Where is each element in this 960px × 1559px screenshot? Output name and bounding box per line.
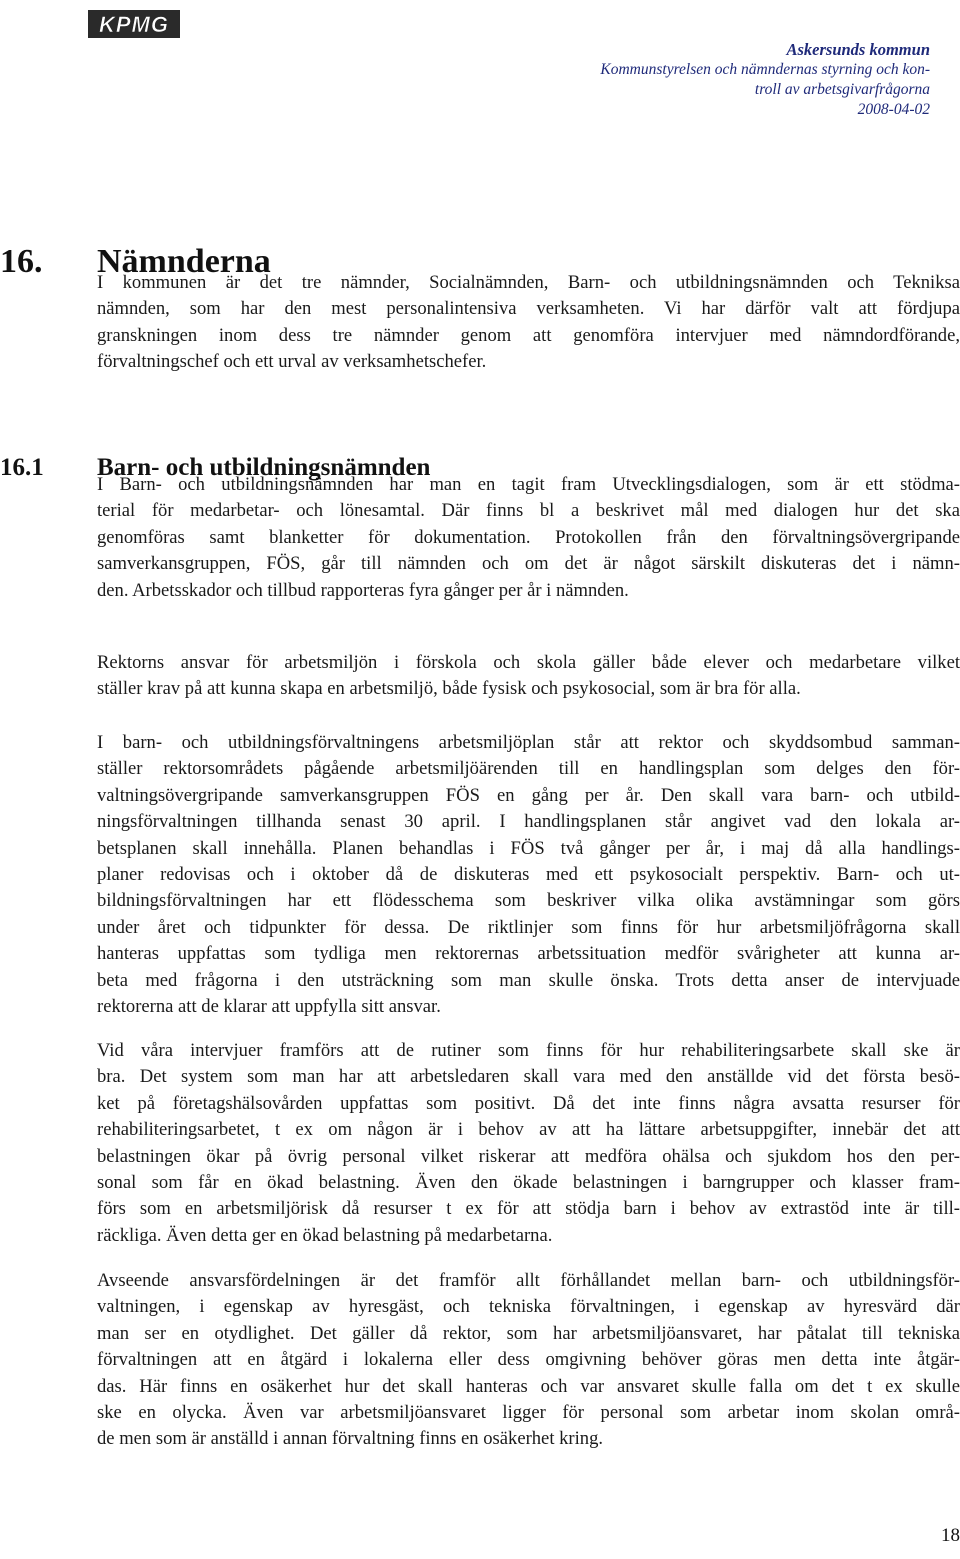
text-line: förs som en arbetsmiljörisk då resurser t ex för att stödja barn i behov av extrastöd inte är till- — [97, 1198, 960, 1220]
section-number: 16. — [0, 243, 43, 280]
text-line: belastningen ökar på övrig personal vilket riskerar att medföra ohälsa och sjukdom hos den per- — [97, 1145, 960, 1167]
text-line: ställer krav på att kunna skapa en arbetsmiljö, både fysisk och psykosocial, som är bra för alla. — [97, 678, 801, 700]
text-line: man ser en otydlighet. Det gäller då rektor, som har arbetsmiljöansvaret, har påtalat till tekniska — [97, 1322, 960, 1344]
text-line: Vid våra intervjuer framförs att de rutiner som finns för hur rehabiliteringsarbete skall ske är — [97, 1040, 960, 1061]
text-line: Avseende ansvarsfördelningen är det framför allt förhållandet mellan barn- och utbildningsför- — [97, 1270, 960, 1291]
section-title: Nämnderna — [97, 243, 271, 280]
text-line: granskningen inom dess tre nämnder genom att genomföra intervjuer med nämndordförande, — [97, 324, 960, 346]
text-line: ske en olycka. Även var arbetsmiljöansvaret ligger för personal som arbetar inom skolan områ- — [97, 1401, 960, 1423]
text-line: planer redovisas och i oktober då de diskuteras med ett psykosocialt perspektiv. Barn- och ut- — [97, 863, 960, 885]
text-line: ställer rektorsområdets pågående arbetsmiljöärenden till en handlingsplan som delges den för- — [97, 758, 960, 780]
body-paragraph — [97, 1038, 960, 1249]
body-paragraph — [97, 650, 960, 703]
text-line: beta med frågorna i den utsträckning som man skulle önska. Trots detta anser de intervjuade — [97, 969, 960, 991]
text-line: rehabiliteringsarbetet, t ex om någon är i behov av att ha lättare arbetsuppgifter, innebär det att — [97, 1119, 960, 1141]
text-line: I kommunen är det tre nämnder, Socialnämnden, Barn- och utbildningsnämnden och Tekniksa — [97, 272, 960, 293]
text-line: samverkansgruppen, FÖS, går till nämnden och om det är något särskilt diskuteras det i nämn- — [97, 553, 960, 575]
text-line: förvaltningen att en åtgärd i lokalerna eller dess omgivning behöver göras men detta inte åtgär- — [97, 1349, 960, 1371]
text-line: bra. Det system som man har att arbetsledaren skall vara med den anställde vid det första besö- — [97, 1066, 960, 1088]
page-number: 18 — [941, 1525, 960, 1546]
text-line: das. Här finns en osäkerhet hur det skall hanteras och var ansvaret skulle falla om det t ex skulle — [97, 1375, 960, 1397]
text-line: den. Arbetsskador och tillbud rapporteras fyra gånger per år i nämnden. — [97, 579, 629, 601]
header-subtitle-line1: Kommunstyrelsen och nämndernas styrning och kon- — [600, 61, 930, 78]
text-line: I Barn- och utbildningsnämnden har man en tagit fram Utvecklingsdialogen, som är ett stödma- — [97, 474, 960, 495]
text-line: hanteras uppfattas som tydliga men rektorernas arbetssituation medför svårigheter att kunna ar- — [97, 943, 960, 965]
text-line: de men som är anställd i annan förvaltning finns en osäkerhet kring. — [97, 1428, 604, 1450]
document-header — [510, 40, 930, 120]
text-line: ket på företagshälsovården uppfattas som positivt. Då det inte finns några avsatta resurser för — [97, 1092, 960, 1114]
subsection-title: Barn- och utbildningsnämnden — [97, 454, 431, 481]
text-line: nämnden, som har den mest personalintensiva verksamheten. Vi har därför valt att fördjupa — [97, 298, 960, 320]
text-line: genomföras samt blanketter för dokumentation. Protokollen från den förvaltningsövergripande — [97, 526, 960, 548]
header-date: 2008-04-02 — [857, 101, 930, 118]
text-line: Rektorns ansvar för arbetsmiljön i förskola och skola gäller både elever och medarbetare vilket — [97, 652, 960, 673]
body-paragraph — [97, 730, 960, 1020]
header-subtitle-line2: troll av arbetsgivarfrågorna — [754, 81, 930, 98]
text-line: ningsförvaltningen tillhanda senast 30 april. I handlingsplanen står angivet vad den lokala ar- — [97, 811, 960, 833]
text-line: förvaltningschef och ett urval av verksamhetschefer. — [97, 351, 487, 373]
header-organization: Askersunds kommun — [786, 40, 930, 59]
text-line: valtningsövergripande samverkansgruppen FÖS en gång per år. Den skall vara barn- och utbild- — [97, 784, 960, 806]
svg-text:KPMG: KPMG — [99, 12, 169, 37]
text-line: under året och tidpunkter för dessa. De riktlinjer som finns för hur arbetsmiljöfrågorna skall — [97, 916, 960, 938]
body-paragraph — [97, 1268, 960, 1453]
intro-paragraph — [97, 270, 960, 376]
text-line: rektorerna att de klarar att uppfylla sitt ansvar. — [97, 995, 441, 1017]
text-line: I barn- och utbildningsförvaltningens arbetsmiljöplan står att rektor och skyddsombud samman- — [97, 732, 960, 753]
text-line: valtningen, i egenskap av hyresgäst, och tekniska förvaltningen, i egenskap av hyresvärd där — [97, 1296, 960, 1318]
text-line: terial för medarbetar- och lönesamtal. Där finns bl a beskrivet mål med dialogen hur det ska — [97, 500, 960, 522]
text-line: räckliga. Även detta ger en ökad belastning på medarbetarna. — [97, 1224, 553, 1246]
kpmg-logo-graphic — [88, 8, 184, 40]
text-line: bildningsförvaltningen har ett flödesschema som beskriver vilka olika avstämningar som görs — [97, 890, 960, 912]
text-line: sonal som får en ökad belastning. Även den ökade belastningen i barngrupper och klasser fram- — [97, 1171, 960, 1193]
subsection-number: 16.1 — [0, 454, 44, 481]
kpmg-logo — [88, 8, 184, 40]
text-line: betsplanen skall innehålla. Planen behandlas i FÖS två gånger per år, i maj då alla handlings- — [97, 837, 960, 859]
body-paragraph — [97, 472, 960, 604]
